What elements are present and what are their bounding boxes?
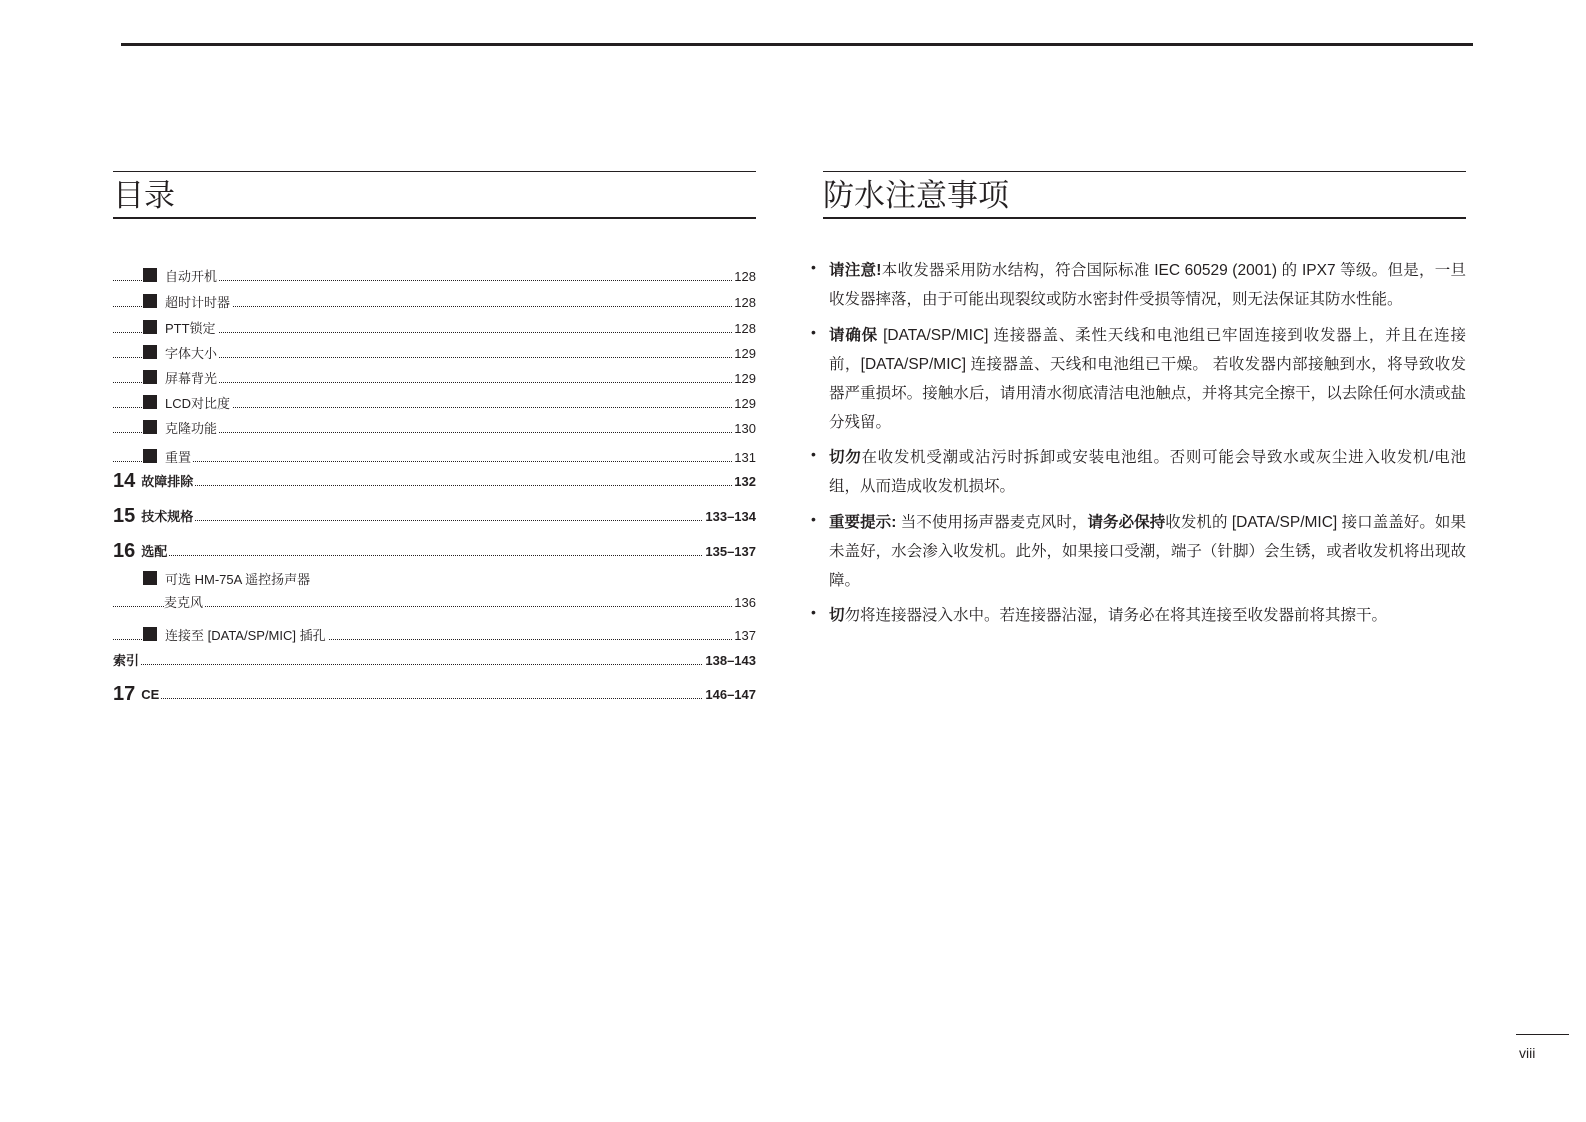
square-bullet-icon: [143, 370, 157, 384]
toc-entry[interactable]: 可选 HM-75A 遥控扬声器: [113, 566, 756, 588]
square-bullet-icon: [143, 345, 157, 359]
waterproof-header: [823, 171, 1466, 219]
precaution-item: • 切勿在收发机受潮或沾污时拆卸或安装电池组。否则可能会导致水或灰尘进入收发机/电池组，从而造成收发机损坏。: [823, 443, 1466, 501]
square-bullet-icon: [143, 420, 157, 434]
bullet-dot-icon: •: [811, 604, 816, 620]
square-bullet-icon: [143, 449, 157, 463]
square-bullet-icon: [143, 294, 157, 308]
square-bullet-icon: [143, 395, 157, 409]
toc-entry[interactable]: 克隆功能 130: [113, 415, 756, 437]
toc-index[interactable]: 索引 138–143: [113, 653, 756, 668]
toc-chapter[interactable]: 17 CE 146–147: [113, 683, 756, 705]
toc-entry[interactable]: PTT锁定 128: [113, 315, 756, 337]
bullet-dot-icon: •: [811, 446, 816, 462]
toc-entry[interactable]: 超时计时器 128: [113, 289, 756, 311]
toc-entry[interactable]: 自动开机 128: [113, 263, 756, 285]
precaution-item: • 切勿将连接器浸入水中。若连接器沾湿，请务必在将其连接至收发器前将其擦干。: [823, 601, 1466, 630]
bullet-dot-icon: •: [811, 259, 816, 275]
precaution-item: • 请注意!本收发器采用防水结构，符合国际标准 IEC 60529 (2001) 的 IPX7 等级。但是，一旦收发器摔落，由于可能出现裂纹或防水密封件受损等情况，则无法保证其防水性能。: [823, 256, 1466, 314]
square-bullet-icon: [143, 627, 157, 641]
toc-section: [113, 171, 756, 705]
square-bullet-icon: [143, 571, 157, 585]
waterproof-section: [811, 171, 1466, 624]
page-number: viii: [1516, 1034, 1569, 1061]
precaution-item: • 请确保 [DATA/SP/MIC] 连接器盖、柔性天线和电池组已牢固连接到收发器上，并且在连接前，[DATA/SP/MIC] 连接器盖、天线和电池组已干燥。 若收发器内部接触到水，将导致收发器严重损坏。接触水后，请用清水彻底清洁电池触点，并将其完全擦干，以去除任何水渍或盐分残留。: [823, 321, 1466, 437]
toc-entry[interactable]: LCD对比度 129: [113, 390, 756, 412]
toc-entry[interactable]: 屏幕背光 129: [113, 365, 756, 387]
toc-title: 目录: [113, 178, 175, 213]
toc-header: [113, 171, 756, 219]
square-bullet-icon: [143, 320, 157, 334]
square-bullet-icon: [143, 268, 157, 282]
toc-chapter[interactable]: 14 故障排除 132: [113, 470, 756, 492]
toc-entry[interactable]: 重置 131: [113, 444, 756, 466]
waterproof-title: 防水注意事项: [823, 178, 1009, 213]
toc-chapter[interactable]: 15 技术规格 133–134: [113, 505, 756, 527]
toc-entry[interactable]: 字体大小 129: [113, 340, 756, 362]
precaution-item: • 重要提示: 当不使用扬声器麦克风时，请务必保持收发机的 [DATA/SP/MIC] 接口盖盖好。如果未盖好，水会渗入收发机。此外，如果接口受潮，端子（针脚）会生锈，或者收发机将出现故障。: [823, 508, 1466, 595]
toc-entry-continued[interactable]: 麦克风 136: [113, 589, 756, 611]
toc-entry[interactable]: 连接至 [DATA/SP/MIC] 插孔 137: [113, 622, 756, 644]
top-rule: [121, 43, 1473, 46]
toc-chapter[interactable]: 16 选配 135–137: [113, 540, 756, 562]
bullet-dot-icon: •: [811, 511, 816, 527]
bullet-dot-icon: •: [811, 324, 816, 340]
